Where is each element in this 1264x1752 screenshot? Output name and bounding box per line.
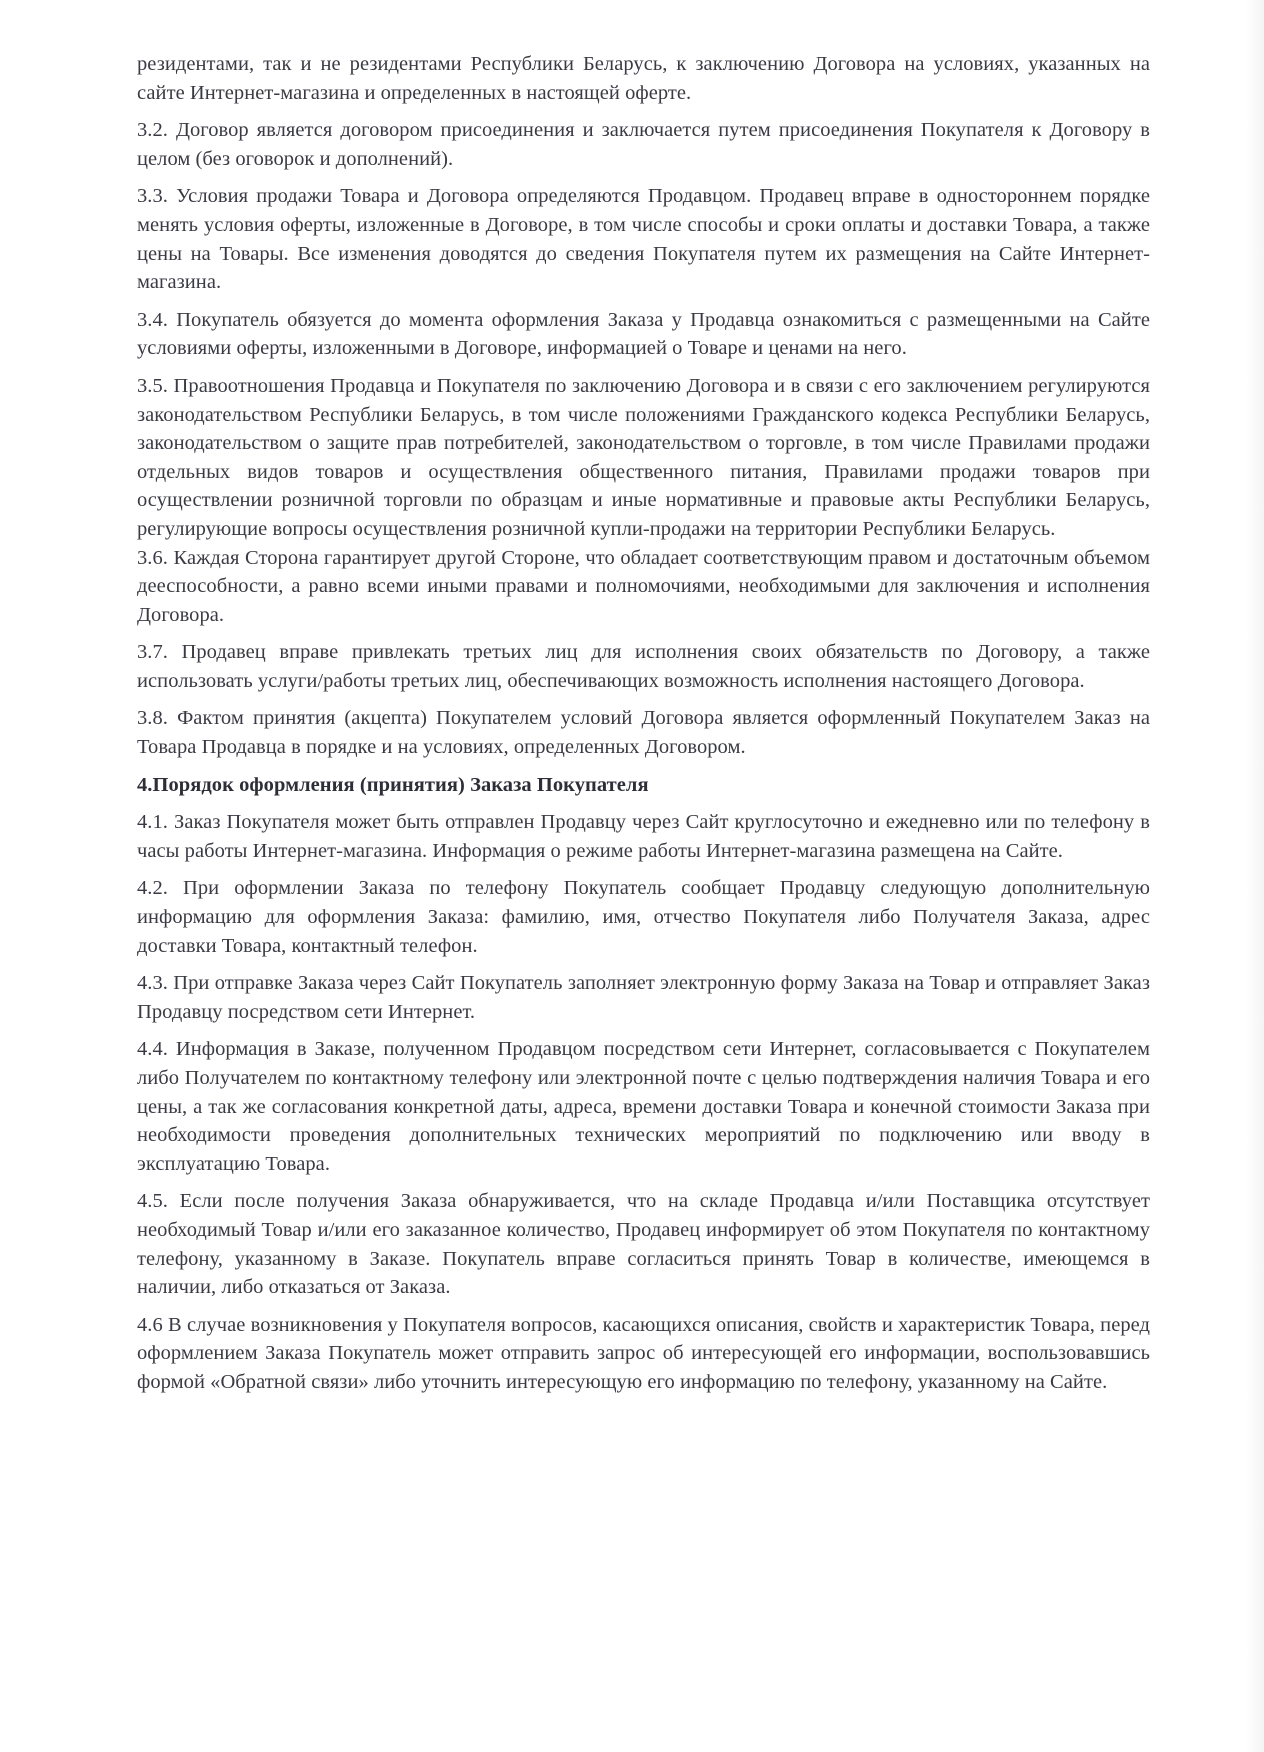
clause-text: Заказ Покупателя может быть отправлен Продавцу через Сайт круглосуточно и ежедневно или по телефону в часы работы Интернет-магазина. Информация о режиме работы Интернет-магазина размещена на Сайте. — [137, 811, 1150, 862]
clause-number: 4.6 — [137, 1313, 163, 1336]
clause-number: 4.1. — [137, 811, 168, 834]
clause-number: 4.4. — [137, 1038, 168, 1061]
clause-text: При отправке Заказа через Сайт Покупатель заполняет электронную форму Заказа на Товар и отправляет Заказ Продавцу посредством сети Интернет. — [137, 972, 1150, 1023]
clause-4-5 — [137, 1187, 1150, 1301]
clause-4-3 — [137, 969, 1150, 1026]
clause-number: 3.3. — [137, 185, 168, 208]
clause-number: 3.6. — [137, 546, 168, 569]
clause-3-7 — [137, 638, 1150, 695]
clause-text: Фактом принятия (акцепта) Покупателем условий Договора является оформленный Покупателем Заказ на Товара Продавца в порядке и на условиях, определенных Договором. — [137, 707, 1150, 759]
clause-text: Договор является договором присоединения и заключается путем присоединения Покупателя к Договору в целом (без оговорок и дополнений). — [137, 119, 1150, 170]
clause-3-3 — [137, 182, 1150, 296]
clause-text: Покупатель обязуется до момента оформления Заказа у Продавца ознакомиться с размещенными на Сайте условиями оферты, изложенными в Договоре, информацией о Товаре и ценами на него. — [137, 308, 1150, 360]
scan-page-edge — [1246, 0, 1264, 1752]
clause-number: 3.7. — [137, 641, 168, 664]
clause-number: 3.4. — [137, 308, 168, 331]
clause-text: Продавец вправе привлекать третьих лиц для исполнения своих обязательств по Договору, а также использовать услуги/работы третьих лиц, обеспечивающих возможность исполнения настоящего Договора. — [137, 641, 1150, 692]
intro-continuation: резидентами, так и не резидентами Республики Беларусь, к заключению Договора на условиях, указанных на сайте Интернет-магазина и определенных в настоящей оферте. — [137, 53, 1150, 104]
clause-4-1 — [137, 808, 1150, 865]
section-4-heading: 4.Порядок оформления (принятия) Заказа Покупателя — [137, 773, 649, 796]
clause-text: При оформлении Заказа по телефону Покупатель сообщает Продавцу следующую дополнительную информацию для оформления Заказа: фамилию, имя, отчество Покупателя либо Получателя Заказа, адрес доставки Товара, контактный телефон. — [137, 877, 1150, 957]
clause-3-8 — [137, 704, 1150, 761]
clause-text: Условия продажи Товара и Договора определяются Продавцом. Продавец вправе в одностороннем порядке менять условия оферты, изложенные в Договоре, в том числе способы и сроки оплаты и доставки Товара, а также цены на Товары. Все изменения доводятся до сведения Покупателя путем их размещения на Сайте Интернет-магазина. — [137, 185, 1150, 294]
clause-4-2 — [137, 874, 1150, 960]
clause-number: 4.2. — [137, 877, 168, 900]
clause-text: Информация в Заказе, полученном Продавцом посредством сети Интернет, согласовывается с Покупателем либо Получателем по контактному телефону или электронной почте с целью подтверждения наличия Товара и его цены, а так же согласования конкретной даты, адреса, времени доставки Товара и конечной стоимости Заказа при необходимости проведения дополнительных технических мероприятий по подключению или вводу в эксплуатацию Товара. — [137, 1038, 1150, 1175]
clause-text: Правоотношения Продавца и Покупателя по заключению Договора и в связи с его заключением регулируются законодательством Республики Беларусь, в том числе положениями Гражданского кодекса Республики Беларусь, законодательством о защите прав потребителей, законодательством о торговле, в том числе Правилами продажи отдельных видов товаров и осуществления общественного питания, Правилами продажи товаров при осуществлении розничной торговли по образцам и иные нормативные и правовые акты Республики Беларусь, регулирующие вопросы осуществления розничной купли-продажи на территории Республики Беларусь. — [137, 374, 1150, 540]
clause-number: 3.8. — [137, 707, 168, 730]
clause-3-5 — [137, 372, 1150, 544]
clause-text: Если после получения Заказа обнаруживается, что на складе Продавца и/или Поставщика отсутствует необходимый Товар и/или его заказанное количество, Продавец информирует об этом Покупателя по контактному телефону, указанному в Заказе. Покупатель вправе согласиться принять Товар в количестве, имеющемся в наличии, либо отказаться от Заказа. — [137, 1190, 1150, 1299]
clause-3-6 — [137, 544, 1150, 630]
clause-3-4 — [137, 306, 1150, 363]
clause-4-6 — [137, 1311, 1150, 1397]
clause-text: В случае возникновения у Покупателя вопросов, касающихся описания, свойств и характеристик Товара, перед оформлением Заказа Покупатель может отправить запрос об интересующей его информации, воспользовавшись формой «Обратной связи» либо уточнить интересующую его информацию по телефону, указанному на Сайте. — [137, 1313, 1150, 1393]
clause-4-4 — [137, 1035, 1150, 1178]
clause-number: 3.5. — [137, 374, 168, 397]
document-page — [137, 50, 1150, 1406]
clause-number: 4.3. — [137, 972, 168, 995]
clause-number: 3.2. — [137, 119, 168, 142]
clause-3-2 — [137, 116, 1150, 173]
clause-text: Каждая Сторона гарантирует другой Стороне, что обладает соответствующим правом и достаточным объемом дееспособности, а равно всеми иными правами и полномочиями, необходимыми для заключения и исполнения Договора. — [137, 546, 1150, 626]
clause-number: 4.5. — [137, 1190, 168, 1213]
